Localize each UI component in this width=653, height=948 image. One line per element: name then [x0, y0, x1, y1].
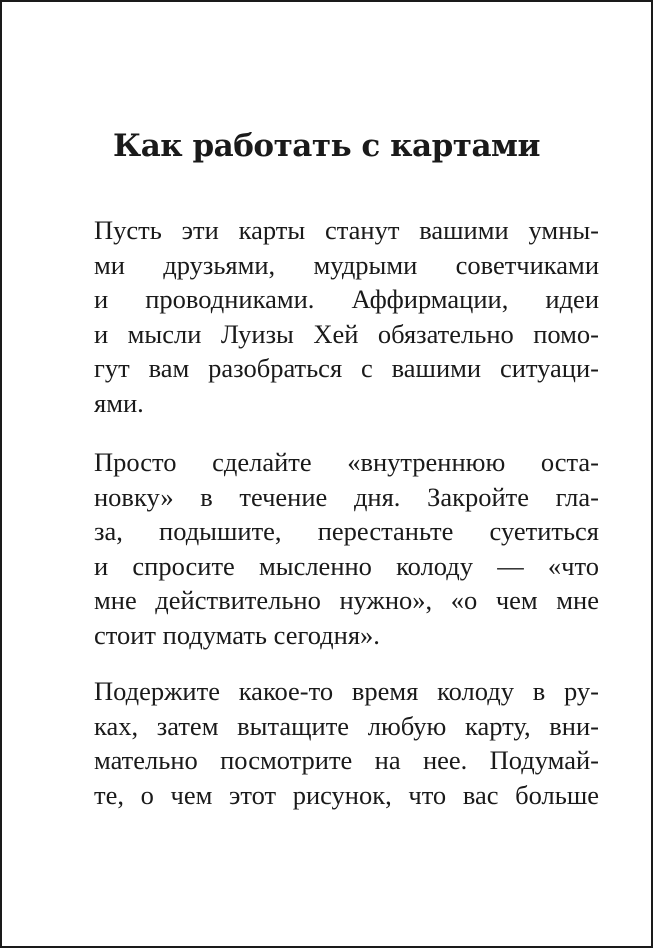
text-line: Просто сделайте «внутреннюю оста-: [94, 447, 599, 477]
text-line: и проводниками. Аффирмации, идеи: [94, 284, 599, 314]
text-line: мне действительно нужно», «о чем мне: [94, 585, 599, 615]
paragraph-2: [94, 445, 599, 652]
paragraph-1: [94, 213, 599, 420]
paragraph-3: [94, 674, 599, 812]
text-line: за, подышите, перестаньте суетиться: [94, 516, 599, 546]
text-line: ках, затем вытащите любую карту, вни-: [94, 710, 599, 741]
text-line: Пусть эти карты станут вашими умны-: [94, 215, 599, 245]
text-line: стоит подумать сегодня».: [94, 619, 380, 650]
text-line: новку» в течение дня. Закройте гла-: [94, 481, 599, 512]
text-line: и спросите мысленно колоду — «что: [94, 550, 599, 581]
page-title: Как работать с картами: [113, 128, 540, 164]
text-line: те, о чем этот рисунок, что вас больше: [94, 779, 599, 810]
text-line: мательно посмотрите на нее. Подумай-: [94, 745, 599, 775]
text-line: и мысли Луизы Хей обязательно помо-: [94, 318, 599, 349]
text-line: ми друзьями, мудрыми советчиками: [94, 249, 599, 280]
text-line: Подержите какое-то время колоду в ру-: [94, 676, 599, 706]
text-line: гут вам разобраться с вашими ситуаци-: [94, 353, 599, 383]
text-line: ями.: [94, 387, 144, 418]
